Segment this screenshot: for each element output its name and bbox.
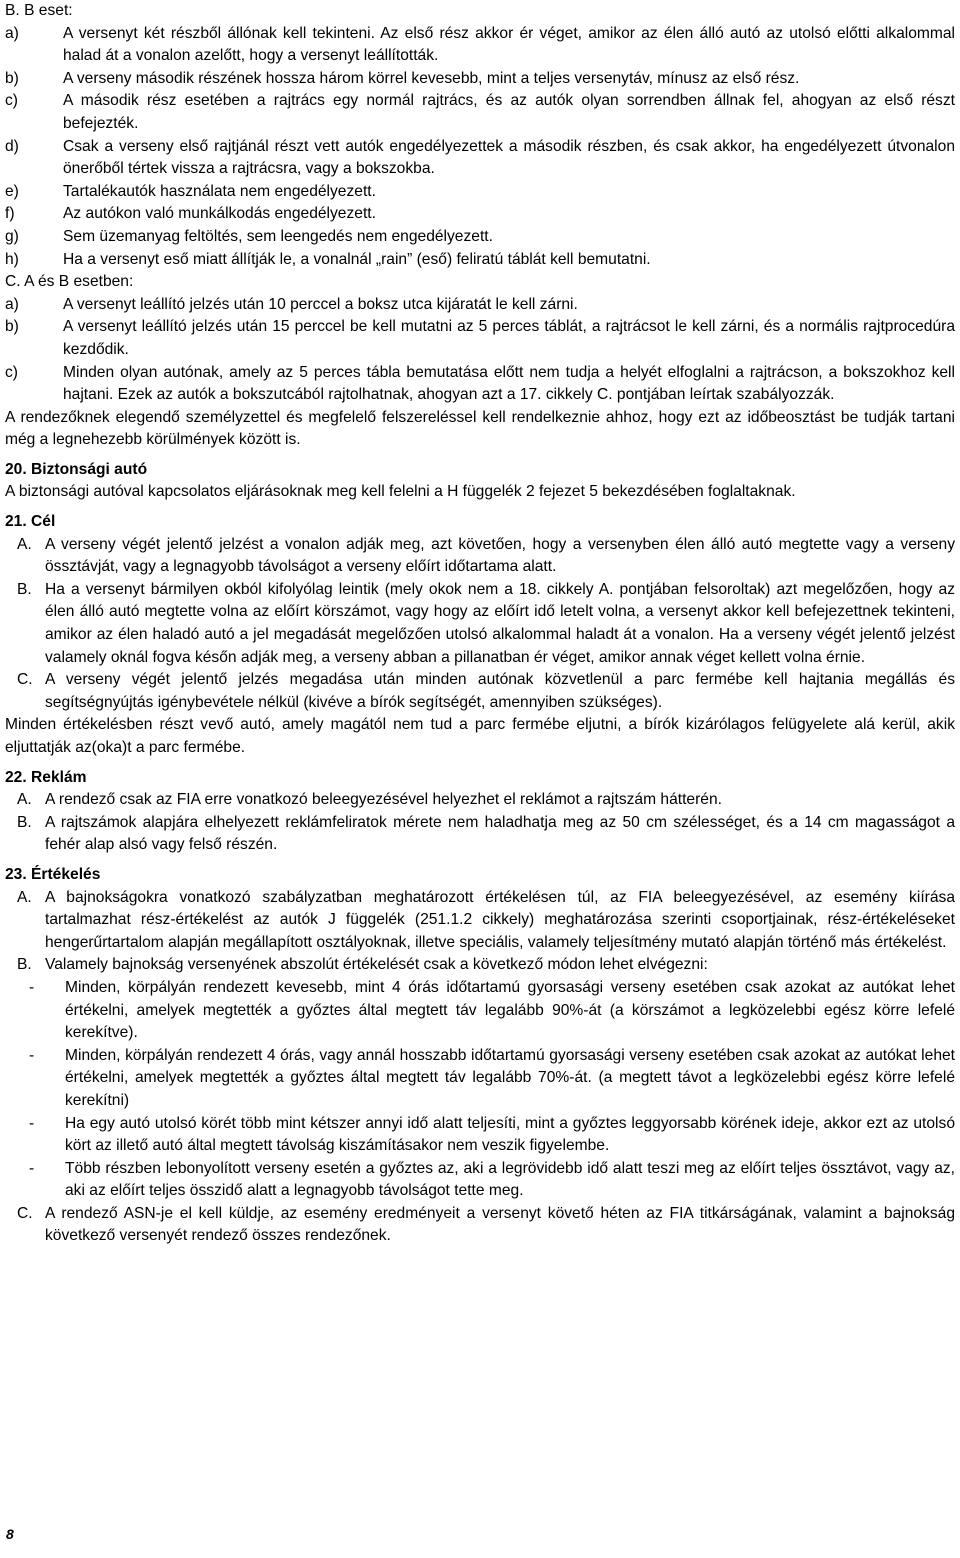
item-marker: B.	[17, 813, 32, 831]
dash-item	[5, 1045, 955, 1113]
dash-marker: -	[29, 1114, 35, 1132]
section-21-title: 21. Cél	[5, 513, 56, 531]
list-item	[5, 136, 955, 181]
list-item	[5, 789, 955, 812]
list-item	[5, 68, 955, 91]
dash-item	[5, 977, 955, 1045]
item-text: A bajnokságokra vonatkozó szabályzatban meghatározott értékelésen túl, az FIA beleegyezésével, az esemény kiírása tartalmazhat rész-értékelést az autók J függelék (251.1.2 cikkely) meghatározása szerinti csoportjainak, rész-értékeléseket hengerűrtartalom alapján megállapított osztályoknak, illetve speciális, valamely teljesítmény mutató alapján történő más értékelést.	[45, 888, 955, 951]
item-marker: c)	[5, 363, 18, 381]
item-marker: A.	[17, 888, 32, 906]
dash-marker: -	[29, 978, 35, 996]
case-b-header: B. B eset:	[5, 2, 73, 19]
list-item	[5, 316, 955, 361]
item-marker: b)	[5, 69, 19, 87]
item-marker: a)	[5, 295, 19, 313]
item-text: Az autókon való munkálkodás engedélyezett.	[63, 205, 376, 223]
list-item	[5, 249, 955, 272]
item-text: A verseny végét jelentő jelzést a vonalon adják meg, azt követően, hogy a versenyben élen álló autó megtette vagy a verseny össztávját, vagy a legnagyobb távolságot a verseny előírt időtartama alatt.	[45, 535, 955, 576]
section-21-list	[5, 534, 955, 715]
item-text: Minden, körpályán rendezett kevesebb, mint 4 órás időtartamú gyorsasági verseny esetében csak azokat az autókat lehet értékelni, amelyek megtették a győztes által megtett táv legalább 90%-át (a körszámot a legközelebbi egész körre lefelé kerekítve).	[65, 978, 955, 1042]
item-text: Ha a versenyt eső miatt állítják le, a vonalnál „rain” (eső) feliratú táblát kell bemutatni.	[63, 250, 651, 268]
item-marker: d)	[5, 137, 19, 155]
list-item	[5, 887, 955, 955]
item-text: Valamely bajnokság versenyének abszolút értékelését csak a következő módon lehet elvégezni:	[45, 956, 708, 974]
dash-item	[5, 1113, 955, 1158]
list-item	[5, 23, 955, 68]
list-item	[5, 294, 955, 317]
list-item	[5, 534, 955, 579]
list-item	[5, 954, 955, 977]
list-item	[5, 181, 955, 204]
section-23-title: 23. Értékelés	[5, 865, 101, 883]
page-number: 8	[6, 1526, 14, 1542]
item-text: Tartalékautók használata nem engedélyezett.	[63, 182, 376, 200]
item-text: Több részben lebonyolított verseny esetén a győztes az, aki a legrövidebb idő alatt teszi meg az előírt teljes össztávot, vagy az, aki az előírt teljes összidő alatt a legnagyobb távolságot tette meg.	[65, 1159, 955, 1200]
list-item	[5, 579, 955, 669]
item-text: A rendező ASN-je el kell küldje, az esemény eredményeit a versenyt követő héten az FIA titkárságának, valamint a bajnokság következő versenyét rendező összes rendezőnek.	[45, 1204, 955, 1245]
list-item	[5, 1203, 955, 1248]
item-text: A versenyt leállító jelzés után 15 perccel be kell mutatni az 5 perces táblát, a rajtrácsot le kell zárni, és a normális rajtprocedúra kezdődik.	[63, 318, 955, 358]
list-item	[5, 669, 955, 714]
item-marker: b)	[5, 318, 19, 336]
item-text: A rendező csak az FIA erre vonatkozó beleegyezésével helyezhet el reklámot a rajtszám hátterén.	[45, 791, 722, 809]
item-marker: c)	[5, 92, 18, 110]
item-text: Csak a verseny első rajtjánál részt vett autók engedélyezettek a második részben, és csak akkor, ha engedélyezett útvonalon önerőből tértek vissza a rajtrácsra, vagy a bokszokba.	[63, 137, 955, 178]
dash-marker: -	[29, 1046, 35, 1064]
section-23-list	[5, 887, 955, 1249]
item-text: Sem üzemanyag feltöltés, sem leengedés nem engedélyezett.	[63, 227, 493, 245]
item-text: A verseny második részének hossza három körrel kevesebb, mint a teljes versenytáv, mínusz az első rész.	[63, 69, 800, 87]
list-item	[5, 226, 955, 249]
item-marker: a)	[5, 24, 19, 42]
dash-marker: -	[29, 1159, 35, 1177]
item-marker: g)	[5, 227, 19, 245]
section-21-paragraph: Minden értékelésben részt vevő autó, amely magától nem tud a parc fermébe eljutni, a bírók kizárólagos felügyelete alá kerül, akik eljuttatják az(oka)t a parc fermébe.	[5, 716, 955, 756]
item-text: Minden olyan autónak, amely az 5 perces tábla bemutatása előtt nem tudja a helyét elfoglalni a rajtrácson, a bokszokhoz kell hajtani. Ezek az autók a bokszutcából rajtolhatnak, ahogyan azt a 17. cikkely C. pontjában leírtak szabályozzák.	[63, 363, 955, 404]
list-item	[5, 362, 955, 407]
list-item	[5, 203, 955, 226]
item-marker: B.	[17, 580, 32, 598]
case-c-list	[5, 294, 955, 407]
case-c-paragraph: A rendezőknek elegendő személyzettel és megfelelő felszereléssel kell rendelkeznie ahhoz, hogy ezt az időbeosztást be tudják tartani még a legnehezebb körülmények között is.	[5, 408, 955, 449]
item-marker: C.	[17, 1204, 33, 1222]
section-22-title: 22. Reklám	[5, 768, 87, 786]
list-item	[5, 90, 955, 135]
item-text: Minden, körpályán rendezett 4 órás, vagy annál hosszabb időtartamú gyorsasági verseny esetében csak azokat az autókat lehet értékelni, amelyek megtették a győztes által megtett táv legalább 70%-át. (a megtett távot a legközelebbi egész körre lefelé kerekítni)	[65, 1046, 955, 1109]
section-20-title: 20. Biztonsági autó	[5, 460, 148, 478]
item-marker: A.	[17, 535, 32, 553]
item-text: A rajtszámok alapjára elhelyezett reklámfeliratok mérete nem haladhatja meg az 50 cm szélességet, és a 14 cm magasságot a fehér alap alsó vagy felső részén.	[45, 813, 955, 854]
item-marker: f)	[5, 205, 15, 223]
item-marker: e)	[5, 182, 19, 200]
list-item	[5, 812, 955, 857]
item-marker: A.	[17, 791, 32, 809]
dash-item	[5, 1158, 955, 1203]
item-text: A versenyt leállító jelzés után 10 perccel a boksz utca kijáratát le kell zárni.	[63, 295, 578, 313]
item-text: A versenyt két részből állónak kell tekinteni. Az első rész akkor ér véget, amikor az élen álló autó az utolsó előtti alkalommal halad át a vonalon azelőtt, hogy a versenyt leállították.	[63, 24, 955, 65]
item-text: Ha a versenyt bármilyen okból kifolyólag leintik (mely okok nem a 18. cikkely A. pontjában felsoroltak) azt megelőzően, hogy az élen álló autó megtette volna az előírt körszámot, vagy hogy az előírt idő letelt volna, a versenyt akkor kell befejezettnek tekinteni, amikor az élen haladó autó a jel megadását megelőzően utolsó alkalommal haladt át a vonalon. Ha a verseny végét jelentő jelzést valamely oknál fogva későn adják meg, a verseny abban a pillanatban ér véget, amikor annak véget kellett volna érnie.	[45, 580, 955, 666]
item-text: A verseny végét jelentő jelzés megadása után minden autónak közvetlenül a parc fermébe kell hajtania megállás és segítségnyújtás igénybevétele nélkül (kivéve a bírók segítségét, amennyiben szükséges).	[45, 671, 955, 711]
section-22-list	[5, 789, 955, 857]
section-20-text: A biztonsági autóval kapcsolatos eljárásoknak meg kell felelni a H függelék 2 fejezet 5 bekezdésében foglaltaknak.	[5, 483, 796, 501]
item-marker: h)	[5, 250, 19, 268]
item-text: Ha egy autó utolsó körét több mint kétszer annyi idő alatt teljesíti, mint a győztes leggyorsabb körének ideje, akkor ezt az utolsó kört az illető autó által megtett távolság kiszámításakor nem veszik figyelembe.	[65, 1114, 955, 1155]
case-c-header: C. A és B esetben:	[5, 273, 134, 291]
document-page	[5, 0, 955, 1248]
item-text: A második rész esetében a rajtrács egy normál rajtrács, és az autók olyan sorrendben állnak fel, ahogyan az első részt befejezték.	[63, 92, 955, 132]
item-marker: C.	[17, 671, 33, 689]
item-marker: B.	[17, 956, 32, 974]
case-b-list	[5, 23, 955, 272]
